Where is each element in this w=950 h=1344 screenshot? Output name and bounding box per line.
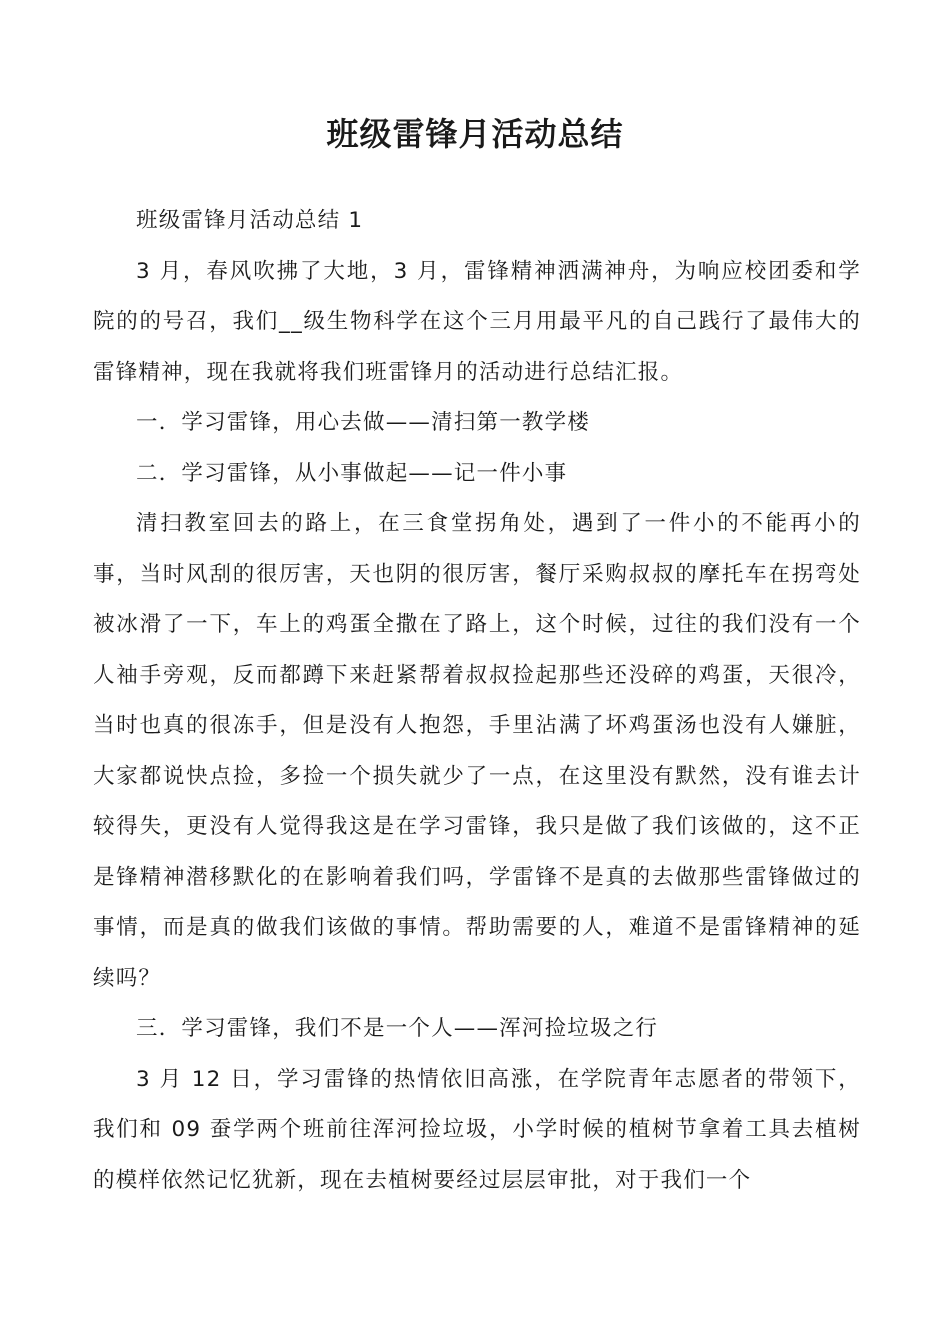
subsection-heading: 二．学习雷锋，从小事做起——记一件小事 — [136, 460, 568, 486]
body-paragraph: 清扫教室回去的路上，在三食堂拐角处，遇到了一件小的不能再小的事，当时风刮的很厉害，天也阴的很厉害，餐厅采购叔叔的摩托车在拐弯处被冰滑了一下，车上的鸡蛋全撒在了路上，这个时候，过往的我们没有一个人袖手旁观，反而都蹲下来赶紧帮着叔叔捡起那些还没碎的鸡蛋，天很冷，当时也真的很冻手，但是没有人抱怨，手里沾满了坏鸡蛋汤也没有人嫌脏，大家都说快点捡，多捡一个损失就少了一点，在这里没有默然，没有谁去计较得失，更没有人觉得我这是在学习雷锋，我只是做了我们该做的，这不正是锋精神潜移默化的在影响着我们吗，学雷锋不是真的去做那些雷锋做过的事情，而是真的做我们该做的事情。帮助需要的人，难道不是雷锋精神的延续吗？ — [93, 511, 861, 991]
document-body — [93, 196, 861, 1206]
body-paragraph: 3 月 12 日，学习雷锋的热情依旧高涨，在学院青年志愿者的带领下，我们和 09 蚕学两个班前往浑河捡垃圾，小学时候的植树节拿着工具去植树的模样依然记忆犹新，现在去植树要经过层层审批，对于我们一个 — [93, 1066, 861, 1193]
subsection-heading: 三．学习雷锋，我们不是一个人——浑河捡垃圾之行 — [136, 1016, 659, 1041]
document-title: 班级雷锋月活动总结 — [326, 115, 624, 154]
body-paragraph: 3 月，春风吹拂了大地，3 月，雷锋精神洒满神舟，为响应校团委和学院的的号召，我们__级生物科学在这个三月用最平凡的自己践行了最伟大的雷锋精神，现在我就将我们班雷锋月的活动进行总结汇报。 — [93, 258, 861, 385]
section-heading: 班级雷锋月活动总结 1 — [136, 208, 364, 233]
subsection-heading: 一．学习雷锋，用心去做——清扫第一教学楼 — [136, 410, 591, 435]
